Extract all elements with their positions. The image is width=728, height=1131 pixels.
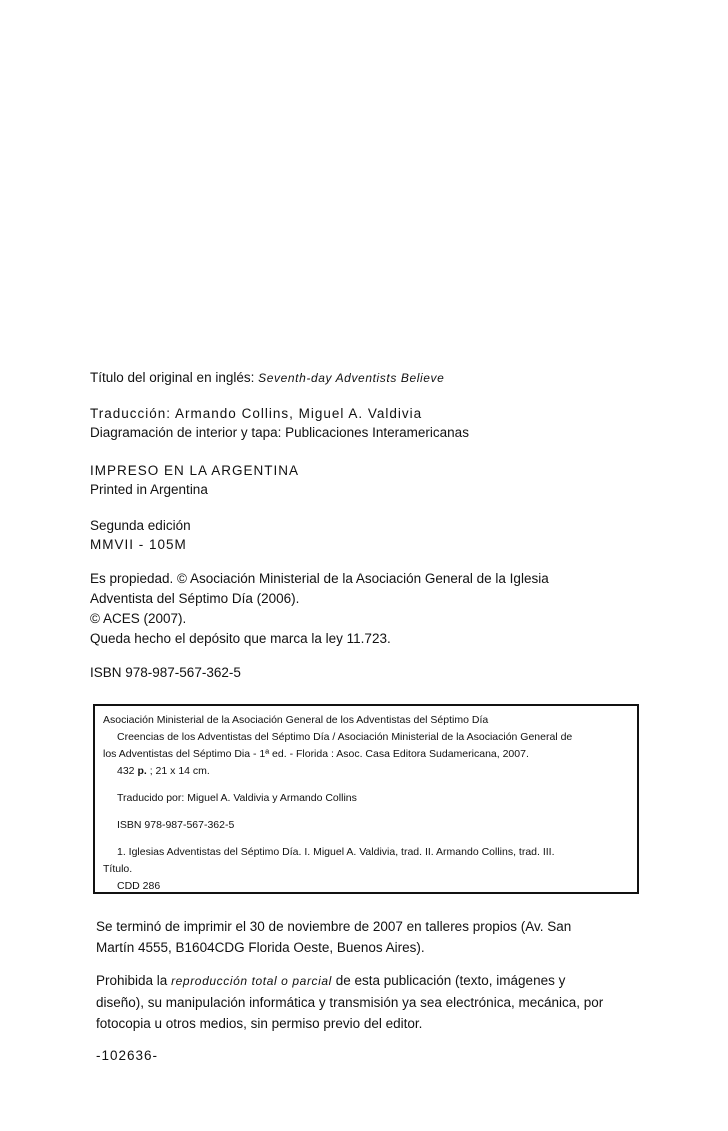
rights-line-4: Queda hecho el depósito que marca la ley 11.723. xyxy=(90,631,391,646)
prohibition-line-1 xyxy=(96,970,656,992)
print-code: -102636- xyxy=(96,1048,159,1063)
credits-block xyxy=(90,404,650,442)
catalog-subjects-line-1: 1. Iglesias Adventistas del Séptimo Día. I. Miguel A. Valdivia, trad. II. Armando Collins, trad. III. xyxy=(117,846,555,858)
printed-spanish: IMPRESO EN LA ARGENTINA xyxy=(90,463,300,478)
rights-line-1: Es propiedad. © Asociación Ministerial de la Asociación General de la Iglesia xyxy=(90,571,549,586)
catalog-translated-by: Traducido por: Miguel A. Valdivia y Armando Collins xyxy=(117,792,357,804)
printed-english: Printed in Argentina xyxy=(90,482,208,497)
catalog-title-line-1: Creencias de los Adventistas del Séptimo Día / Asociación Ministerial de la Asociación General de xyxy=(117,731,573,743)
design-credit: Diagramación de interior y tapa: Publicaciones Interamericanas xyxy=(90,425,469,440)
prohibition-line-3: fotocopia u otros medios, sin permiso previo del editor. xyxy=(96,1016,423,1031)
colophon-line-1: Se terminó de imprimir el 30 de noviembre de 2007 en talleres propios (Av. San xyxy=(96,919,572,934)
catalog-cdd: CDD 286 xyxy=(117,880,161,892)
catalog-author: Asociación Ministerial de la Asociación General de los Adventistas del Séptimo Día xyxy=(103,714,489,726)
prohibition-pre: Prohibida la xyxy=(96,973,172,988)
original-title-block xyxy=(90,368,650,388)
code-block xyxy=(96,1046,656,1065)
original-title-line xyxy=(90,368,650,388)
isbn: ISBN 978-987-567-362-5 xyxy=(90,665,241,680)
catalog-pages-size: ; 21 x 14 cm. xyxy=(149,765,210,777)
translation-credit: Traducción: Armando Collins, Miguel A. Valdivia xyxy=(90,406,423,421)
rights-line-3: © ACES (2007). xyxy=(90,611,187,626)
colophon-line-2: Martín 4555, B1604CDG Florida Oeste, Buenos Aires). xyxy=(96,940,425,955)
prohibition-block xyxy=(96,970,656,1034)
original-title: Seventh-day Adventists Believe xyxy=(258,371,445,385)
catalog-pages-number: 432 xyxy=(117,765,135,777)
catalog-isbn: ISBN 978-987-567-362-5 xyxy=(117,819,235,831)
catalog-title-line-2: los Adventistas del Séptimo Dia - 1ª ed. - Florida : Asoc. Casa Editora Sudamericana, 2007. xyxy=(103,748,529,760)
catalog-subjects-line-2: Título. xyxy=(103,863,133,875)
catalog-card xyxy=(93,704,639,894)
prohibition-post: de esta publicación (texto, imágenes y xyxy=(331,973,566,988)
printed-in-block xyxy=(90,461,650,499)
rights-block xyxy=(90,569,650,649)
original-title-label: Título del original en inglés: xyxy=(90,370,259,385)
rights-line-2: Adventista del Séptimo Día (2006). xyxy=(90,591,300,606)
catalog-pages xyxy=(103,763,629,780)
edition-code: MMVII - 105M xyxy=(90,537,187,552)
edition-block xyxy=(90,516,650,554)
isbn-block xyxy=(90,663,650,682)
catalog-pages-p: p. xyxy=(137,765,147,777)
colophon-block xyxy=(96,916,656,958)
edition-label: Segunda edición xyxy=(90,518,191,533)
prohibition-line-2: diseño), su manipulación informática y transmisión ya sea electrónica, mecánica, por xyxy=(96,995,604,1010)
prohibition-emphasis: reproducción total o parcial xyxy=(171,974,332,988)
